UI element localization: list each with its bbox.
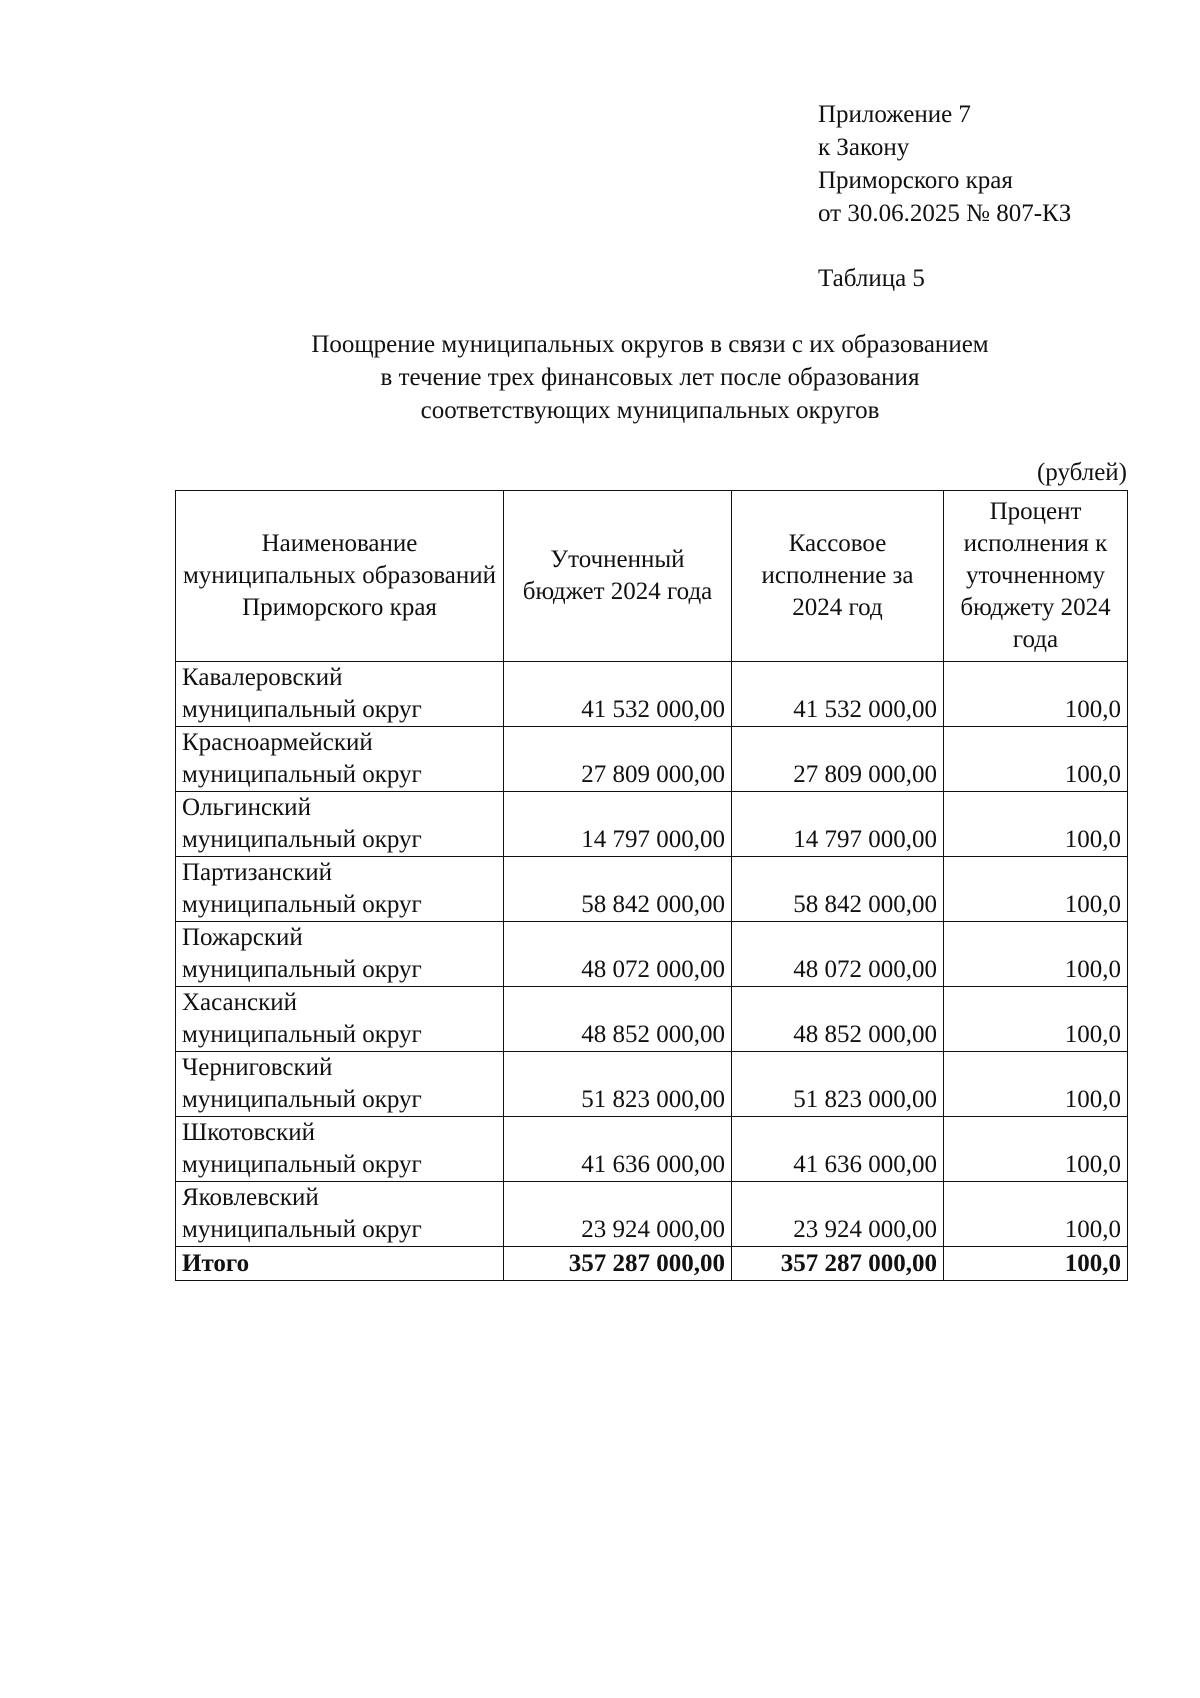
table-row bbox=[176, 1182, 1128, 1247]
row-name-line-2: муниципальный округ bbox=[182, 1086, 422, 1113]
table-row bbox=[176, 987, 1128, 1052]
row-percent: 100,0 bbox=[944, 1182, 1128, 1247]
table-number: Таблица 5 bbox=[818, 265, 925, 292]
row-name-line-2: муниципальный округ bbox=[182, 826, 422, 853]
total-budget: 357 287 000,00 bbox=[504, 1247, 732, 1281]
row-name-line-2: муниципальный округ bbox=[182, 1216, 422, 1243]
row-execution: 41 532 000,00 bbox=[732, 662, 944, 727]
row-name-line-1: Ольгинский bbox=[182, 794, 311, 821]
header-row bbox=[176, 491, 1128, 662]
row-execution: 48 072 000,00 bbox=[732, 922, 944, 987]
row-name-line-1: Черниговский bbox=[182, 1054, 333, 1081]
budget-table bbox=[175, 490, 1128, 1281]
document-title bbox=[175, 328, 1125, 427]
annex-line-4: от 30.06.2025 № 807-КЗ bbox=[818, 200, 1072, 227]
row-percent: 100,0 bbox=[944, 727, 1128, 792]
table-row bbox=[176, 857, 1128, 922]
row-percent: 100,0 bbox=[944, 662, 1128, 727]
header-name: Наименование муниципальных образований Приморского края bbox=[176, 491, 504, 662]
row-execution: 27 809 000,00 bbox=[732, 727, 944, 792]
row-budget: 48 852 000,00 bbox=[504, 987, 732, 1052]
row-name-line-1: Кавалеровский bbox=[182, 664, 343, 691]
units-label: (рублей) bbox=[1036, 459, 1127, 486]
row-budget: 48 072 000,00 bbox=[504, 922, 732, 987]
header-budget: Уточненный бюджет 2024 года bbox=[504, 491, 732, 662]
row-name-line-2: муниципальный округ bbox=[182, 761, 422, 788]
row-budget: 23 924 000,00 bbox=[504, 1182, 732, 1247]
title-line-1: Поощрение муниципальных округов в связи с их образованием bbox=[311, 331, 989, 358]
row-execution: 51 823 000,00 bbox=[732, 1052, 944, 1117]
total-row bbox=[176, 1247, 1128, 1281]
annex-line-3: Приморского края bbox=[818, 167, 1013, 194]
row-budget: 51 823 000,00 bbox=[504, 1052, 732, 1117]
row-name bbox=[176, 987, 504, 1052]
row-name-line-2: муниципальный округ bbox=[182, 696, 422, 723]
row-budget: 41 636 000,00 bbox=[504, 1117, 732, 1182]
row-budget: 27 809 000,00 bbox=[504, 727, 732, 792]
row-name bbox=[176, 792, 504, 857]
row-name bbox=[176, 1117, 504, 1182]
row-name-line-1: Шкотовский bbox=[182, 1119, 316, 1146]
table-row bbox=[176, 922, 1128, 987]
row-percent: 100,0 bbox=[944, 857, 1128, 922]
row-execution: 48 852 000,00 bbox=[732, 987, 944, 1052]
row-execution: 14 797 000,00 bbox=[732, 792, 944, 857]
total-percent: 100,0 bbox=[944, 1247, 1128, 1281]
row-execution: 58 842 000,00 bbox=[732, 857, 944, 922]
row-percent: 100,0 bbox=[944, 1052, 1128, 1117]
row-name-line-1: Красноармейский bbox=[182, 729, 373, 756]
row-name-line-2: муниципальный округ bbox=[182, 891, 422, 918]
header-execution: Кассовое исполнение за 2024 год bbox=[732, 491, 944, 662]
row-name-line-1: Пожарский bbox=[182, 924, 303, 951]
title-line-3: соответствующих муниципальных округов bbox=[420, 397, 880, 424]
table-row bbox=[176, 1052, 1128, 1117]
row-percent: 100,0 bbox=[944, 922, 1128, 987]
row-name-line-2: муниципальный округ bbox=[182, 1021, 422, 1048]
row-name bbox=[176, 857, 504, 922]
row-name bbox=[176, 922, 504, 987]
annex-line-1: Приложение 7 bbox=[818, 101, 971, 128]
row-name bbox=[176, 1182, 504, 1247]
row-name-line-1: Яковлевский bbox=[182, 1184, 319, 1211]
title-line-2: в течение трех финансовых лет после образования bbox=[380, 364, 920, 391]
table-row bbox=[176, 727, 1128, 792]
row-percent: 100,0 bbox=[944, 987, 1128, 1052]
row-execution: 23 924 000,00 bbox=[732, 1182, 944, 1247]
row-name bbox=[176, 1052, 504, 1117]
total-label: Итого bbox=[176, 1247, 504, 1281]
row-name-line-1: Партизанский bbox=[182, 859, 332, 886]
table-row bbox=[176, 1117, 1128, 1182]
row-budget: 41 532 000,00 bbox=[504, 662, 732, 727]
table-row bbox=[176, 792, 1128, 857]
row-name-line-1: Хасанский bbox=[182, 989, 298, 1016]
row-budget: 14 797 000,00 bbox=[504, 792, 732, 857]
row-name-line-2: муниципальный округ bbox=[182, 956, 422, 983]
table-row bbox=[176, 662, 1128, 727]
annex-line-2: к Закону bbox=[818, 134, 910, 161]
row-name bbox=[176, 662, 504, 727]
row-name bbox=[176, 727, 504, 792]
annex-block bbox=[818, 98, 1071, 230]
row-execution: 41 636 000,00 bbox=[732, 1117, 944, 1182]
row-percent: 100,0 bbox=[944, 792, 1128, 857]
total-execution: 357 287 000,00 bbox=[732, 1247, 944, 1281]
row-percent: 100,0 bbox=[944, 1117, 1128, 1182]
header-percent: Процент исполнения к уточненному бюджету 2024 года bbox=[944, 491, 1128, 662]
row-budget: 58 842 000,00 bbox=[504, 857, 732, 922]
row-name-line-2: муниципальный округ bbox=[182, 1151, 422, 1178]
